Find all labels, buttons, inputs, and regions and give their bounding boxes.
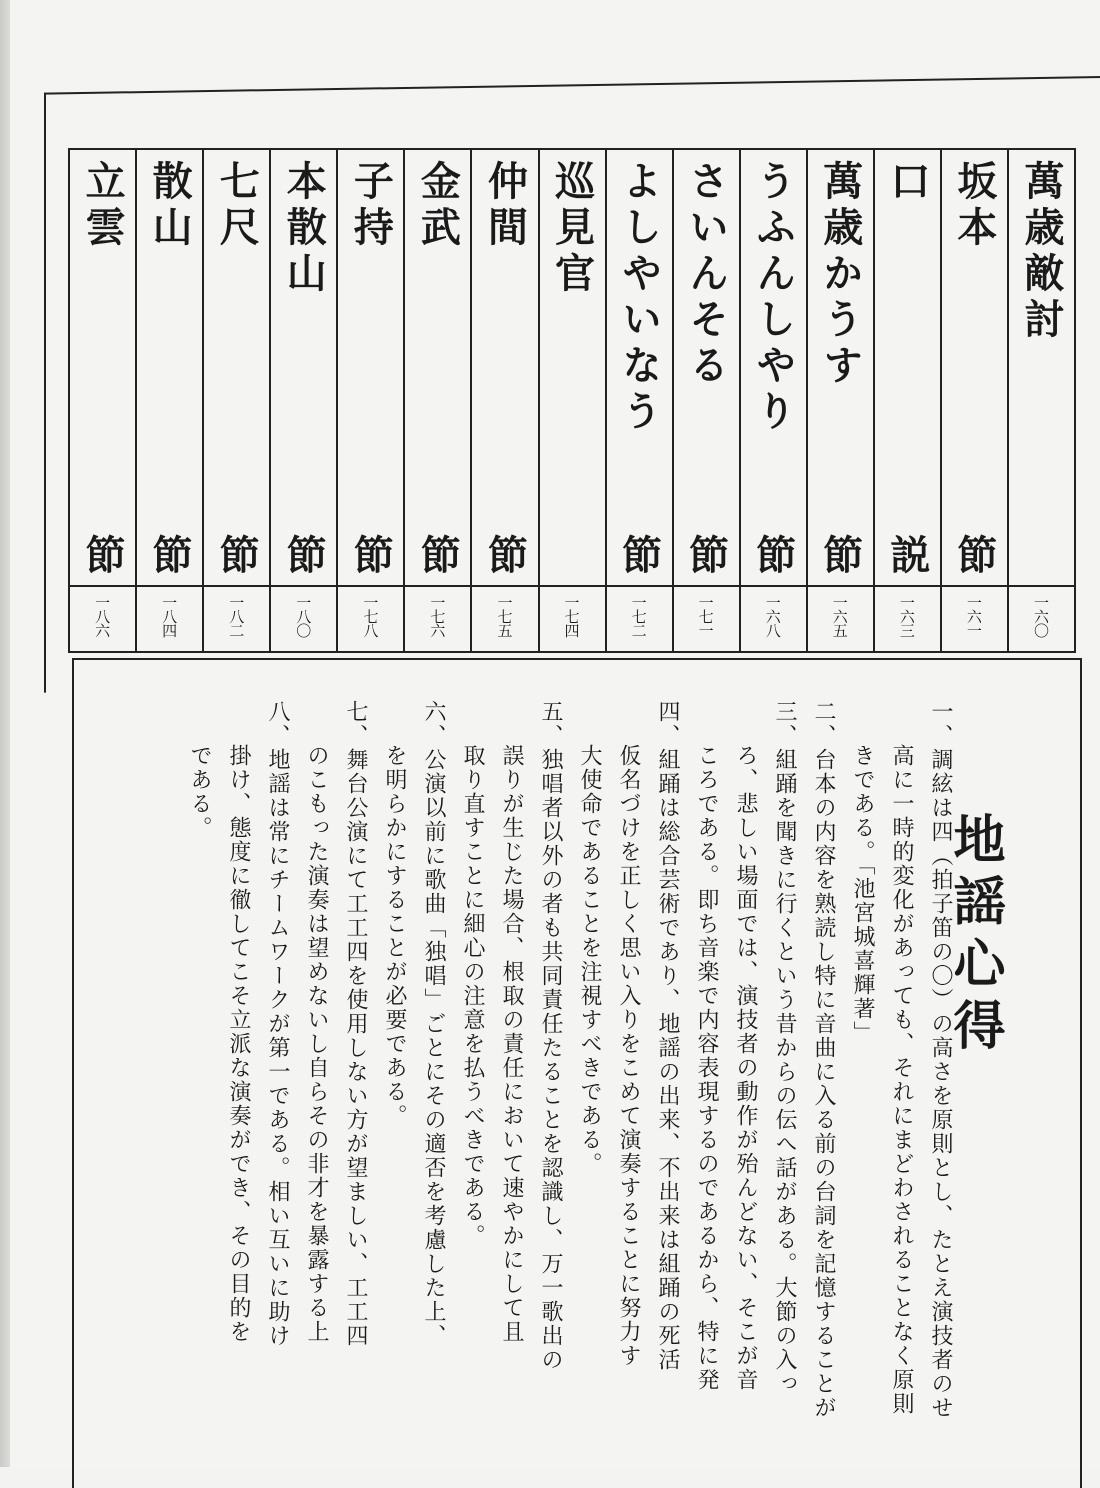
toc-entry[interactable] — [873, 150, 940, 651]
toc-entry[interactable] — [806, 150, 873, 651]
toc-entry-title: よしやいなう — [615, 160, 663, 436]
note-text: 独唱者以外の者も共同責任たることを認識し、万一歌出の — [538, 748, 563, 1372]
toc-entry-title: 萬歳かうす — [816, 160, 864, 390]
toc-entry-page: 一六三 — [875, 585, 940, 651]
note-item — [414, 700, 453, 1460]
toc-entry-title: 立雲 — [79, 160, 127, 252]
toc-entry-page: 一八〇 — [271, 585, 336, 651]
toc-entry-suffix: 節 — [79, 534, 127, 580]
toc-entry-title: うふんしやり — [749, 160, 797, 436]
toc-entry-page: 一七一 — [674, 585, 739, 651]
toc-entry[interactable] — [202, 150, 269, 651]
note-continuation: ろ、悲しい場面では、演技者の動作が殆んどない、そこが音 ころである。即ち音楽で内容表現するのであるから、特に発 — [694, 744, 758, 1392]
note-number: 七、 — [343, 700, 368, 748]
toc-entry-page: 一六八 — [741, 585, 806, 651]
note-text: 舞台公演にて工工四を使用しない方が望ましい、工工四 — [343, 748, 368, 1348]
note-text: 組踊は総合芸術であり、地謡の出来、不出来は組踊の死活 — [655, 748, 680, 1372]
toc-entry[interactable] — [605, 150, 672, 651]
toc-entry[interactable] — [1007, 150, 1074, 651]
note-item — [921, 700, 960, 1460]
note-text: 公演以前に歌曲「独唱」ごとにその適否を考慮した上、 — [421, 748, 446, 1348]
toc-entry-suffix: 節 — [414, 534, 462, 580]
toc-entry-page: 一七二 — [607, 585, 672, 651]
note-continuation: のこもった演奏は望めないし自らその非才を暴露する上 — [304, 744, 329, 1344]
toc-entry[interactable] — [70, 150, 135, 651]
note-item — [648, 700, 687, 1460]
note-continuation: 誤りが生じた場合、根取の責任において速やかにして且 取り直すことに細心の注意を払うべきである。 — [460, 744, 524, 1344]
note-number: 六、 — [421, 700, 446, 748]
note-number: 四、 — [655, 700, 680, 748]
toc-entry[interactable] — [269, 150, 336, 651]
note-continuation: を明らかにすることが必要である。 — [382, 744, 407, 1128]
toc-entry-page: 一六一 — [942, 585, 1007, 651]
toc-entry-suffix: 節 — [481, 534, 529, 580]
note-continuation: 高に一時的変化があっても、それにまどわされることなく原則 きである。「池宮城喜輝著」 — [850, 744, 914, 1416]
note-text: 調絃は四（拍子笛の〇）の高さを原則とし、たとえ演技者のせ — [928, 748, 953, 1420]
toc-entry-suffix: 説 — [883, 534, 931, 580]
note-item — [765, 700, 804, 1460]
note-item — [531, 700, 570, 1460]
toc-entry[interactable] — [672, 150, 739, 651]
toc-entry-title: 萬歳敵討 — [1017, 160, 1065, 344]
toc-entry-suffix: 節 — [213, 534, 261, 580]
toc-entry-suffix: 節 — [615, 534, 663, 580]
toc-entry[interactable] — [470, 150, 537, 651]
toc-entry[interactable] — [538, 150, 605, 651]
note-continuation: 掛け、態度に徹してこそ立派な演奏ができ、その目的を である。 — [187, 744, 251, 1344]
note-item — [804, 700, 843, 1460]
note-item — [336, 700, 375, 1460]
toc-entry-page: 一七六 — [405, 585, 470, 651]
note-number: 五、 — [538, 700, 563, 748]
notes-body — [140, 700, 960, 1460]
toc-entry-page: 一七五 — [472, 585, 537, 651]
note-number: 一、 — [928, 700, 953, 748]
toc-entry-suffix: 節 — [749, 534, 797, 580]
toc-entry-suffix: 節 — [146, 534, 194, 580]
toc-entry-title: 仲間 — [481, 160, 529, 252]
toc-entry-suffix: 節 — [280, 534, 328, 580]
toc-entry-suffix: 節 — [950, 534, 998, 580]
note-text: 台本の内容を熟読し特に音曲に入る前の台詞を記憶することが — [811, 748, 836, 1420]
toc-entry[interactable] — [940, 150, 1007, 651]
toc-entry[interactable] — [739, 150, 806, 651]
toc-entry-page: 一七八 — [338, 585, 403, 651]
toc-entry-title: さいんそる — [682, 160, 730, 390]
toc-entry-title: 巡見官 — [548, 160, 596, 298]
toc-entry-page: 一八六 — [70, 585, 135, 651]
toc-entry-title: 本散山 — [280, 160, 328, 298]
toc-entry[interactable] — [135, 150, 202, 651]
notes-heading: 地謡心得 — [944, 812, 1004, 1060]
toc-entry-suffix: 節 — [816, 534, 864, 580]
toc-entry-page: 一六〇 — [1009, 585, 1074, 651]
toc-entry-title: 散山 — [146, 160, 194, 252]
note-text: 組踊を聞きに行くという昔からの伝へ話がある。大節の入っ — [772, 748, 797, 1396]
note-item — [258, 700, 297, 1460]
toc-entry[interactable] — [336, 150, 403, 651]
toc-entry-suffix: 節 — [347, 534, 395, 580]
toc-entry-title: 坂本 — [950, 160, 998, 252]
note-number: 三、 — [772, 700, 797, 748]
note-text: 地謡は常にチームワークが第一である。相い互いに助け — [265, 748, 290, 1348]
toc-entry-page: 一六五 — [808, 585, 873, 651]
toc-entry[interactable] — [403, 150, 470, 651]
book-page — [10, 0, 1100, 1467]
note-number: 二、 — [811, 700, 836, 748]
note-number: 八、 — [265, 700, 290, 748]
toc-columns — [70, 150, 1074, 651]
toc-entry-suffix: 節 — [682, 534, 730, 580]
note-continuation: 仮名づけを正しく思い入りをこめて演奏することに努力す 大使命であることを注視すべきである。 — [577, 744, 641, 1368]
toc-entry-page: 一七四 — [540, 585, 605, 651]
toc-entry-page: 一八二 — [204, 585, 269, 651]
toc-entry-page: 一八四 — [137, 585, 202, 651]
toc-entry-title: 子持 — [347, 160, 395, 252]
toc-entry-title: 金武 — [414, 160, 462, 252]
table-of-contents — [68, 148, 1076, 653]
toc-entry-title: 口 — [883, 160, 931, 206]
toc-entry-title: 七尺 — [213, 160, 261, 252]
